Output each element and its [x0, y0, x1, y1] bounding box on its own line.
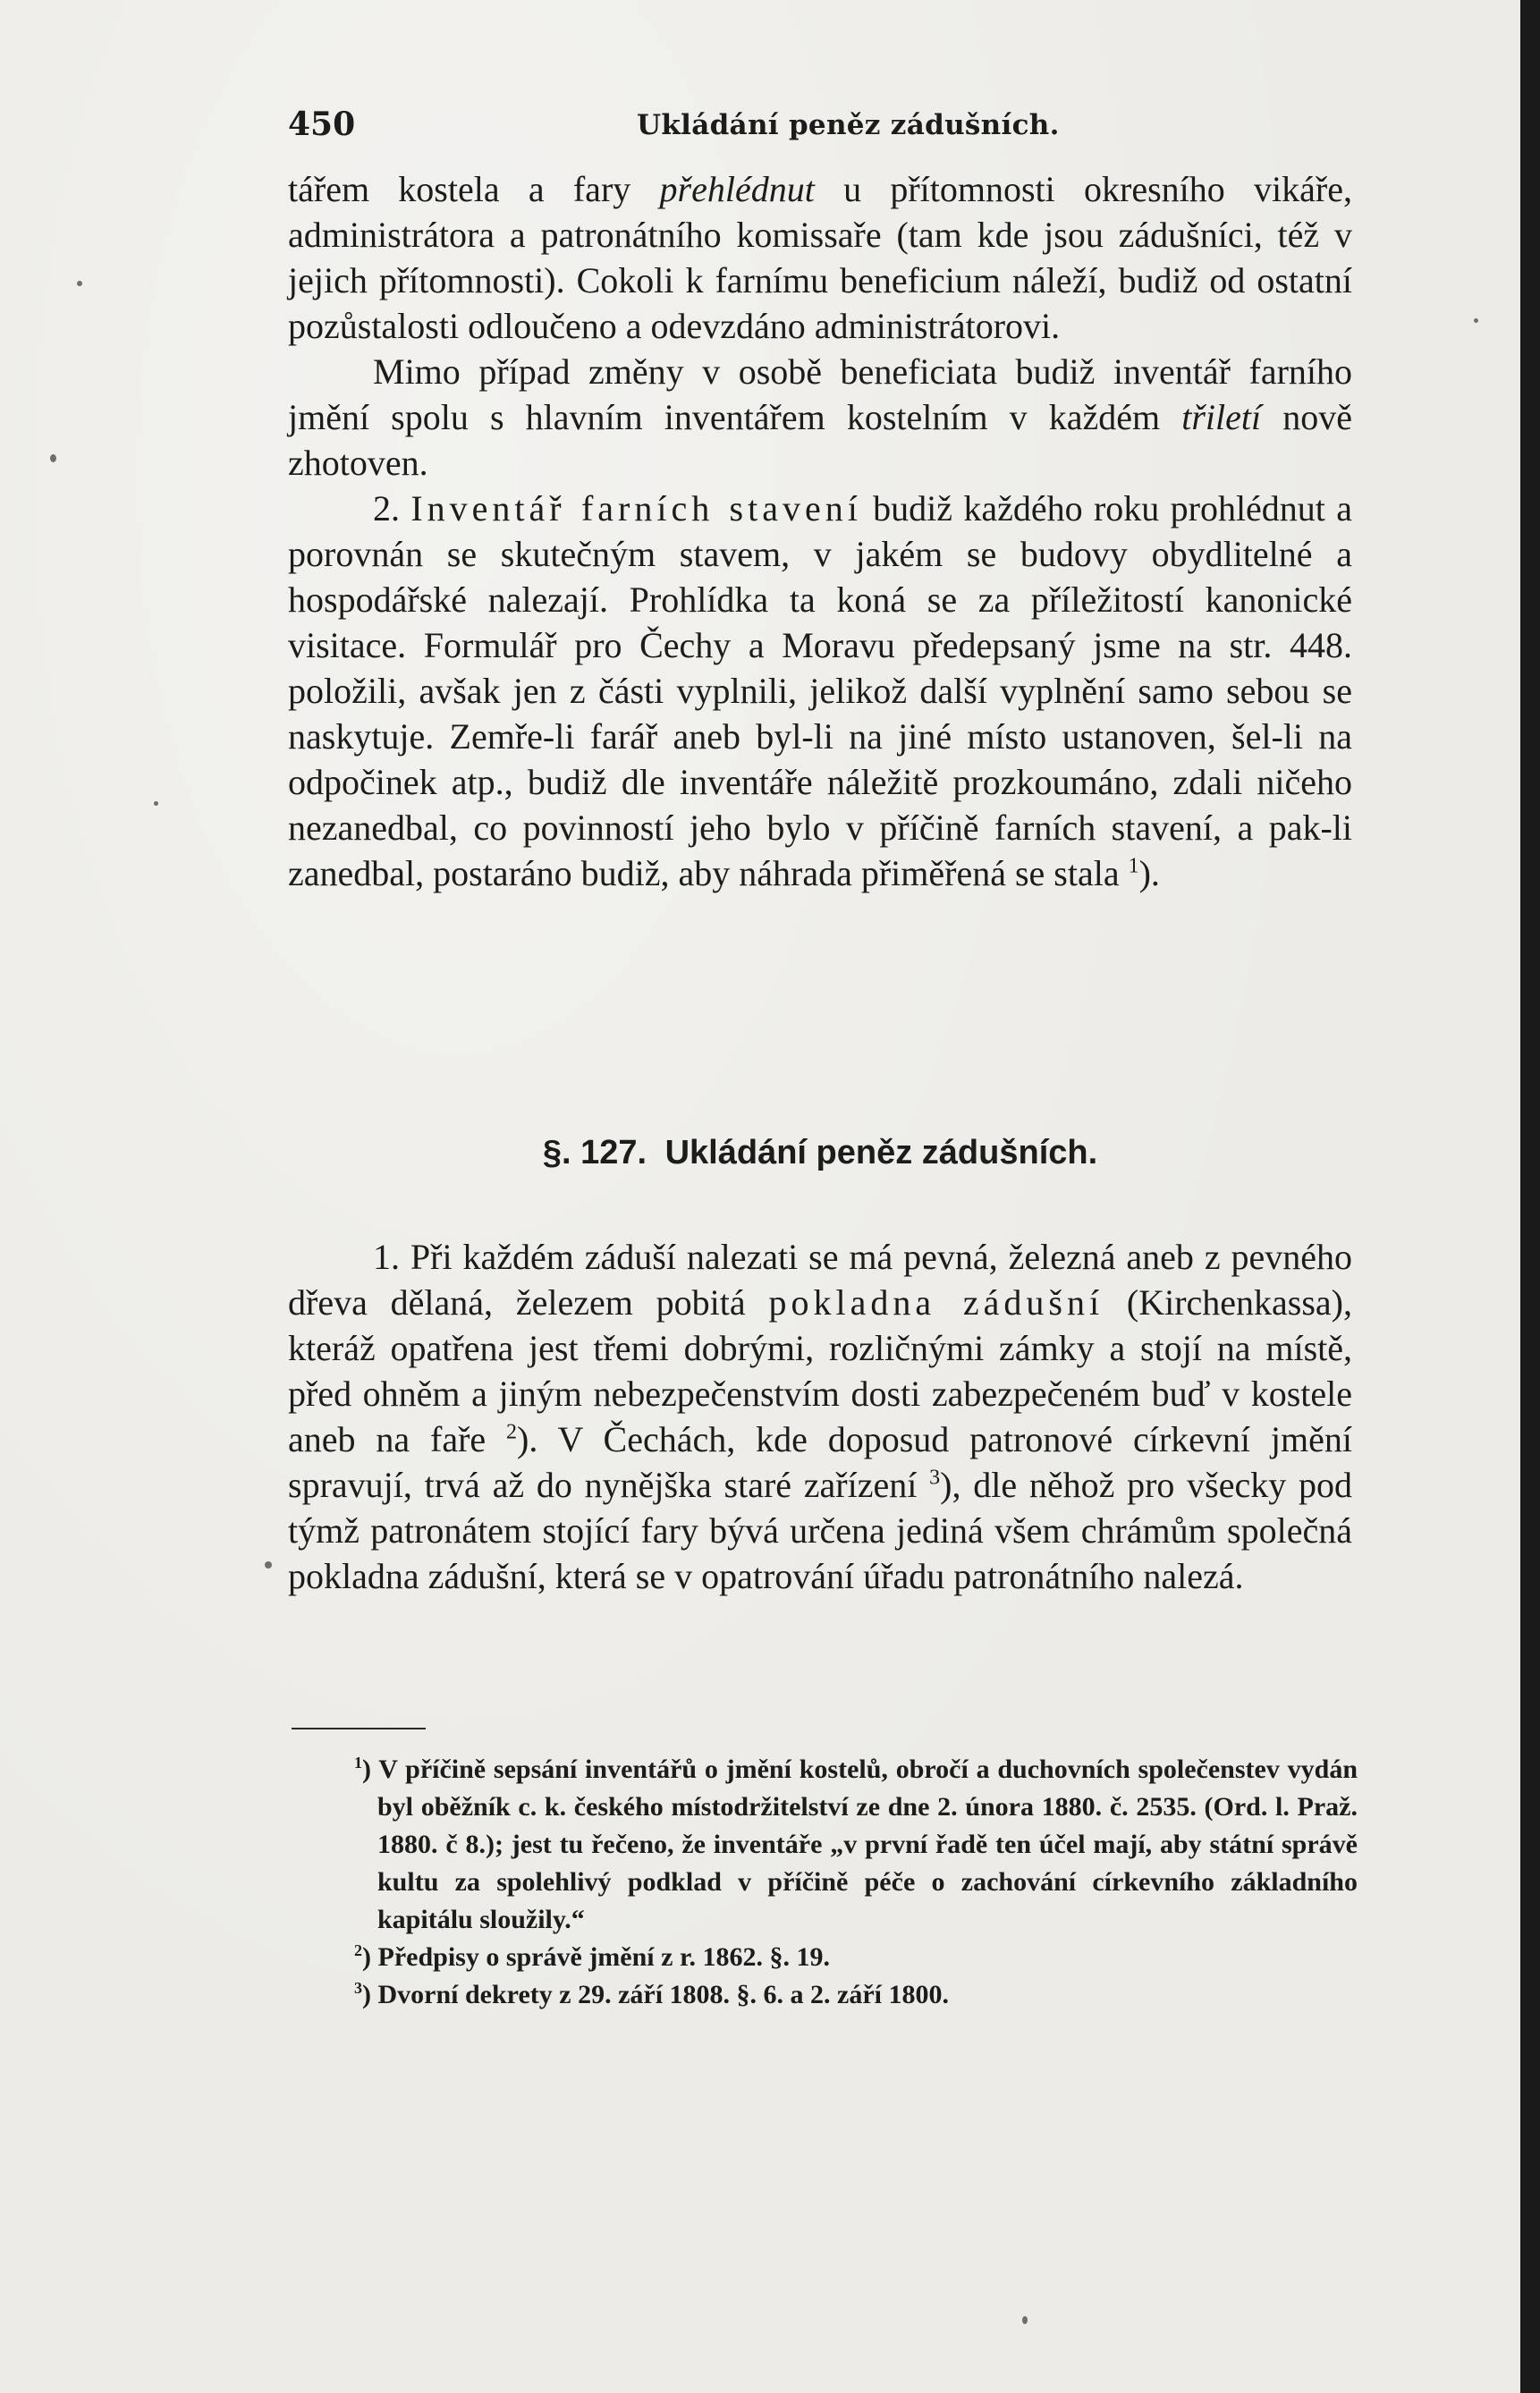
paper-speck: [1474, 318, 1478, 323]
page-header: [288, 106, 1352, 147]
body-text-lower: [288, 1234, 1352, 1599]
paper-speck: [50, 454, 56, 462]
section-heading: [288, 1134, 1352, 1172]
footnote-separator: [292, 1728, 426, 1729]
section-title: Ukládání peněz zádušních.: [664, 1134, 1098, 1171]
footnotes: [354, 1751, 1358, 2014]
paper-speck: [265, 1561, 272, 1569]
footnote-3: $^3$) Dvorní dekrety z 29. září 1808. §. 6. a 2. září 1800.: [354, 1979, 950, 2009]
paper-speck: [154, 801, 158, 806]
footnote-2: $^2$) Předpisy o správě jmění z r. 1862. §. 19.: [354, 1941, 831, 1972]
paper-speck: [77, 281, 82, 286]
paper-speck: [1022, 2316, 1028, 2324]
paragraph-3: 2. Inventář farních stavení budiž každého roku prohlédnut a porovnán se skutečným stavem, v jakém se budovy obydlitelné a hospodářské nalezají. Prohlídka ta koná se za příležitostí kanonické visitace. Formulář pro Čechy a Moravu předepsaný jsme na str. 448. položili, avšak jen z části vyplnili, jelikož další vyplnění samo sebou se naskytuje. Zemře-li farář aneb byl-li na jiné místo ustanoven, šel-li na odpočinek atp., budiž dle inventáře náležitě prozkoumáno, zdali ničeho nezanedbal, co povinností jeho bylo v příčině farních stavení, a pak-li zanedbal, postaráno budiž, aby náhrada přiměřená se stala $^1$).: [288, 488, 1353, 893]
footnote-ref-2: 2: [506, 1420, 518, 1444]
body-text-upper: [288, 166, 1352, 896]
footnote-1: $^1$) V příčině sepsání inventářů o jmění kostelů, obročí a duchovních společenstev vydán byl oběžník c. k. českého místodržitelství ze dne 2. února 1880. č. 2535. (Ord. l. Praž. 1880. č 8.); jest tu řečeno, že inventáře „v první řadě ten účel mají, aby státní správě kultu za spolehlivý podklad v příčině péče o zachování církevního základního kapitálu sloužily.“: [354, 1754, 1358, 1934]
footnote-ref-3: 3: [929, 1466, 941, 1490]
scan-edge: [1520, 0, 1540, 2393]
paragraph-4: 1. Při každém záduší nalezati se má pevná, železná aneb z pevného dřeva dělaná, železem pobitá pokladna zádušní (Kirchenkassa), kteráž opatřena jest třemi dobrými, rozličnými zámky a stojí na místě, před ohněm a jiným nebezpečenstvím dosti zabezpečeném buď v kostele aneb na faře $^2$). V Čechách, kde doposud patronové církevní jmění spravují, trvá až do nynějška staré zařízení $^3$), dle něhož pro všecky pod týmž patronátem stojící fary bývá určena jediná všem chrámům společná pokladna zádušní, která se v opatrování úřadu patronátního nalezá.: [288, 1237, 1353, 1596]
footnote-ref-1: 1: [1128, 854, 1139, 878]
section-number: §. 127.: [542, 1134, 647, 1171]
paragraph-2: Mimo případ změny v osobě beneficiata budiž inventář farního jmění spolu s hlavním inventářem kostelním v každém třiletí nově zhotoven.: [288, 351, 1352, 483]
running-head: Ukládání peněz zádušních.: [637, 109, 1060, 141]
paragraph-1: tářem kostela a fary přehlédnut u přítomnosti okresního vikáře, administrátora a patronátního komissaře (tam kde jsou zádušníci, též v jejich přítomnosti). Cokoli k farnímu beneficium náleží, budiž od ostatní pozůstalosti odloučeno a odevzdáno administrátorovi.: [288, 169, 1352, 346]
page-number: 450: [288, 106, 356, 143]
